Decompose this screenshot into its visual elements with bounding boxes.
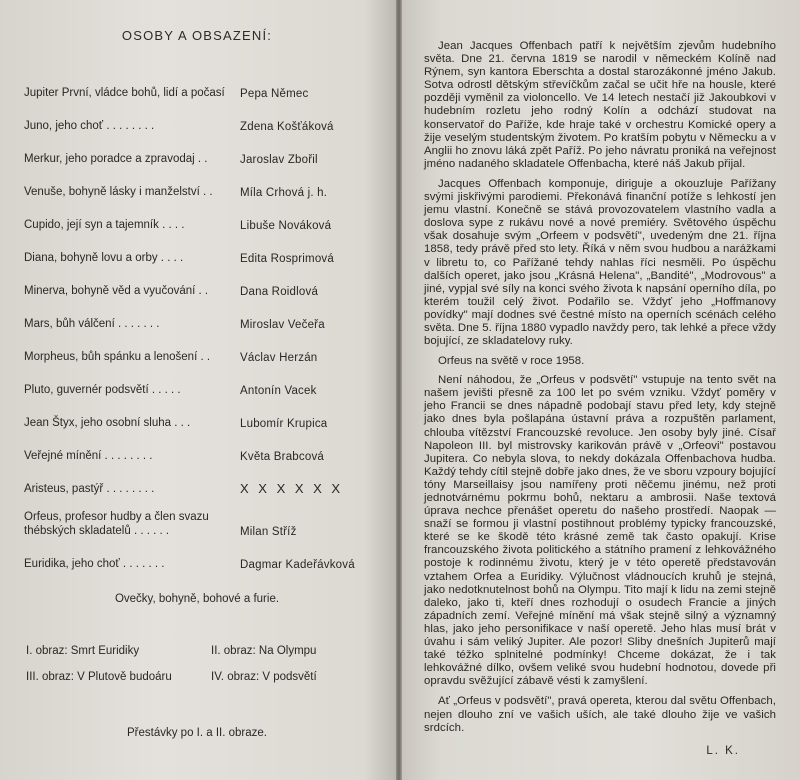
cast-role: Euridika, jeho choť . . . . . . . [24, 558, 165, 570]
cast-role: Cupido, její syn a tajemník . . . . [24, 219, 185, 231]
cast-row [20, 397, 374, 430]
cast-actor: Květa Brabcová [240, 451, 324, 463]
right-page-essay [402, 0, 800, 780]
essay-paragraph: Jacques Offenbach komponuje, diriguje a okouzluje Pařížany svými jiskřivými parodiemi. Překonává finanční potíže s lehkostí jen jemu vlastní. Konečně se stává provozovatelem vlastního vadla a doslova sype z rukávu nové a nové premiéry. Světového úspěchu však dosahuje svým „Orfeem v podsvětí", uvedeným dne 21. října 1858, tedy právě před sto lety. Říká v něm svou hudbou a narážkami v libretu to, co Pařížané tehdy nahlas říci nesměli. Po úspěchu dalších operet, jako jsou „Krásná Helena", „Bandité", „Modrovous" a jiné, vypjal své síly na konci svého života k napsání operního díla, po kterém toužil celý život. Podařilo se. Vždyť jeho „Hoffmanovy povídky" mají dodnes své čestné místo na operních scénách celého světa. Dne 5. října 1880 vypadlo navždy pero, tak lehké a přece vždy bojující, ze skladatelovy ruky. [424, 177, 776, 348]
cast-row [20, 133, 374, 166]
cast-row [20, 100, 374, 133]
cast-actor: Milan Stříž [240, 526, 297, 538]
essay-paragraph: Není náhodou, že „Orfeus v podsvětí" vstupuje na tento svět na našem jevišti přesně za 100 let po svém vzniku. Vždyť poměry v jeho Francii se dnes nápadně podobají stavu před lety, kdy stejně jako dnes byla pošlapána ústavní práva a rozpuštěn parlament, chlouba vítězství Francouzské revoluce. Jen osoby byly jiné. Císař Napoleon III. byl mistrovsky karikován právě v „Orfeovi" postavou Jupitera. Co nebyla slova, to nekdy dokázala Offenbachova hudba. Každý tehdy cítil stejně dobře jako dnes, že ve sboru vzpoury bojující tóny Marseillaisy jsou namířeny proti něčemu jinému, než proti jednotvárnému pokrmu bohů, nektaru a ambrosii. Naše textová úprava nechce přenášet operetu do našeho prostředí. Naopak — snaží se formou ji vlastní postihnout problémy typicky francouzské, které se ke škodě této krásné země tak často opakují. Krise francouzského života politického a státního pramení z lehkovážného postoje k rodinnému životu, který je v této operetě představován vztahem Orfea a Euridiky. Výlučnost vládnoucích kruhů je stejná, jako nedotknutelnost bohů na Olympu. Tito mají k lidu na zemi stejně daleko, jako ti, kteří dnes rozhodují o osudech Francie a jiných západních zemí. Veřejné mínění má však stejně silný a významný hlas, jako jeho personifikace v naší operetě. Jeho hlas musí brát v úvahu i sám veliký Jupiter. Ale pozor! Sliby dnešních Jupiterů mají také téžko splnitelné podmínky! Chceme dokázat, že i tak lehkovážné dílko, ovšem veliké svou hudební hodnotou, dovede při opravdu svěžující zábavě vésti k zamyšlení. [424, 374, 776, 688]
cast-row [20, 199, 374, 232]
cast-role: Mars, bůh válčení . . . . . . . [24, 318, 160, 330]
scenes-list [20, 645, 374, 683]
cast-role: Juno, jeho choť . . . . . . . . [24, 120, 155, 132]
scene-item: III. obraz: V Plutově budoáru [26, 671, 172, 683]
cast-row [20, 430, 374, 463]
cast-role: Jean Štyx, jeho osobní sluha . . . [24, 417, 191, 429]
cast-title: OSOBY A OBSAZENÍ: [121, 28, 273, 43]
cast-actor: Edita Rosprimová [240, 253, 334, 265]
cast-row [20, 67, 374, 100]
scene-item: II. obraz: Na Olympu [211, 645, 317, 657]
cast-row [20, 265, 374, 298]
extras-line: Ovečky, bohyně, bohové a furie. [114, 593, 280, 605]
essay-paragraph: Ať „Orfeus v podsvětí", pravá opereta, kterou dal světu Offenbach, nejen dlouho zní ve vašich uších, ale také dlouho žije ve vašich srdcích. [424, 695, 776, 734]
cast-actor: Zdena Košťáková [240, 121, 334, 133]
cast-row [20, 298, 374, 331]
cast-role: Veřejné mínění . . . . . . . . [24, 450, 153, 462]
cast-role: Pluto, guvernér podsvětí . . . . . [24, 384, 181, 396]
cast-actor: Lubomír Krupica [240, 418, 328, 430]
cast-role: Merkur, jeho poradce a zpravodaj . . [24, 153, 208, 165]
cast-actor: Antonín Vacek [240, 385, 317, 397]
cast-row [20, 538, 374, 571]
cast-role: Morpheus, bůh spánku a lenošení . . [24, 351, 211, 363]
left-page-cast [0, 0, 396, 780]
cast-actor: Míla Crhová j. h. [240, 187, 328, 199]
author-signature: L. K. [706, 744, 740, 757]
cast-actor: Dagmar Kadeřávková [240, 559, 355, 571]
cast-row [20, 331, 374, 364]
cast-row [20, 232, 374, 265]
scene-item: IV. obraz: V podsvětí [211, 671, 317, 683]
cast-actor: Pepa Němec [240, 88, 309, 100]
scene-item: I. obraz: Smrt Euridiky [26, 645, 140, 657]
cast-actor: Libuše Nováková [240, 220, 332, 232]
cast-row [20, 166, 374, 199]
cast-row [20, 463, 374, 496]
cast-role: Orfeus, profesor hudby a člen svazu thébských skladatelů . . . . . . [24, 511, 209, 537]
cast-actor: Jaroslav Zbořil [240, 154, 318, 166]
cast-row [20, 496, 374, 538]
cast-actor: X X X X X X [240, 481, 344, 496]
cast-row [20, 364, 374, 397]
cast-list [20, 67, 374, 571]
cast-actor: Dana Roidlová [240, 286, 319, 298]
cast-role: Venuše, bohyně lásky i manželství . . [24, 186, 213, 198]
cast-role: Jupiter První, vládce bohů, lidí a počasí [24, 87, 225, 99]
cast-role: Aristeus, pastýř . . . . . . . . [24, 483, 155, 495]
cast-actor: Miroslav Večeřa [240, 319, 325, 331]
cast-actor: Václav Herzán [240, 352, 318, 364]
intermissions-note: Přestávky po I. a II. obraze. [127, 727, 267, 739]
cast-role: Diana, bohyně lovu a orby . . . . [24, 252, 184, 264]
essay-paragraph: Jean Jacques Offenbach patří k největším zjevům hudebního světa. Dne 21. června 1819 se narodil v německém Kolíně nad Rýnem, syn kantora Eberschta a dostal starozákonné jméno Jakub. Sotva odrostl dětským střevíčkům začal se učit hře na housle, které později vyměnil za violoncello. Ve 14 letech nestačí již Jakoubkovi v hudebním rozletu jeho rodný Kolín a odchází studovat na konservatoř do Paříže, kde hraje také v orchestru Komické opery a žije veselým studentským životem. Po kratším pobytu v Německu a v Anglii ho znovu láká zpět Paříž. Po jeho návratu proniká na veřejnost jméno nadaného skladatele Offenbacha, které náš Jakub přijal. [424, 40, 776, 170]
essay-subheading: Orfeus na světě v roce 1958. [438, 355, 585, 368]
cast-role: Minerva, bohyně věd a vyučování . . [24, 285, 209, 297]
